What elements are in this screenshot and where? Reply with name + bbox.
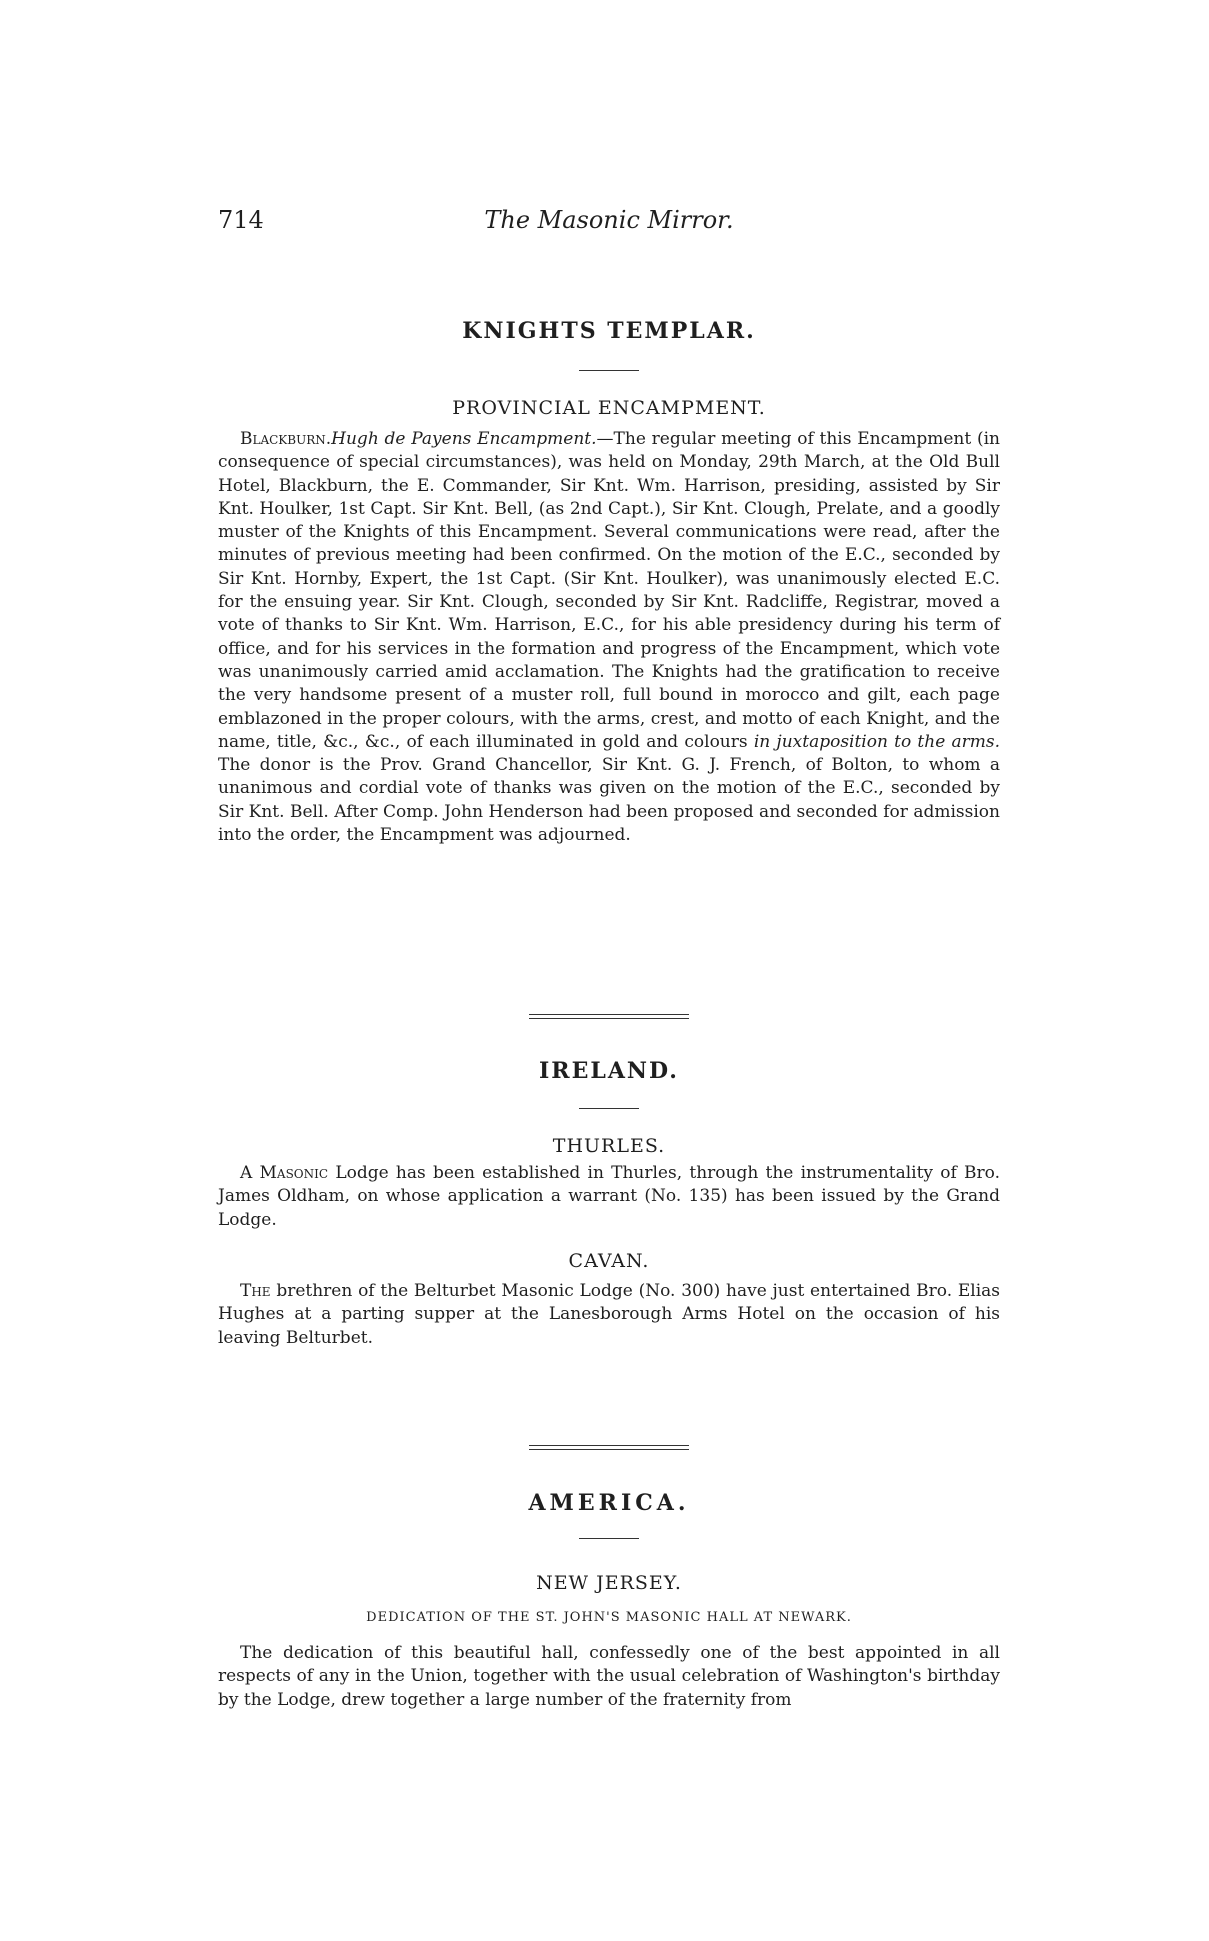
section-divider bbox=[218, 1108, 1000, 1109]
paragraph bbox=[218, 1280, 1000, 1350]
subsection-title-cavan: CAVAN. bbox=[568, 1250, 650, 1272]
section-title-america: AMERICA. bbox=[528, 1490, 690, 1516]
paragraph-text: Lodge has been established in Thurles, through the instrumentality of Bro. James Oldham, on whose application a warrant (No. 135) has been issued by the Grand Lodge. bbox=[218, 1163, 1000, 1230]
paragraph-text: —The regular meeting of this Encampment (in consequence of special circumstances), was held on Monday, 29th March, at the Old Bull Hotel, Blackburn, the E. Commander, Sir Knt. Wm. Harrison, presiding, assisted by Sir Knt. Houlker, 1st Capt. Sir Knt. Bell, (as 2nd Capt.), Sir Knt. Clough, Prelate, and a goodly muster of the Knights of this Encampment. Several communications were read, after the minutes of previous meeting had been confirmed. On the motion of the E.C., seconded by Sir Knt. Hornby, Expert, the 1st Capt. (Sir Knt. Houlker), was unanimously elected E.C. for the ensuing year. Sir Knt. Clough, seconded by Sir Knt. Radcliffe, Registrar, moved a vote of thanks to Sir Knt. Wm. Harrison, E.C., for his able presidency during his term of office, and for his services in the formation and progress of the Encampment, which vote was unanimously carried amid acclamation. The Knights had the gratification to receive the very handsome present of a muster roll, full bound in morocco and gilt, each page emblazoned in the proper colours, with the arms, crest, and motto of each Knight, and the name, title, &c., &c., of each illuminated in gold and colours bbox=[218, 429, 1000, 752]
article-blackburn bbox=[218, 428, 1000, 847]
paragraph bbox=[218, 1162, 1000, 1232]
subsection-title-new-jersey: NEW JERSEY. bbox=[536, 1572, 682, 1594]
section-separator bbox=[218, 1014, 1000, 1019]
lead-word: The bbox=[240, 1281, 271, 1301]
lodge-name: Hugh de Payens Encampment. bbox=[331, 429, 597, 449]
article-heading-dedication: DEDICATION OF THE ST. JOHN'S MASONIC HALL AT NEWARK. bbox=[366, 1610, 852, 1625]
paragraph-text: brethren of the Belturbet Masonic Lodge (No. 300) have just entertained Bro. Elias Hughes at a parting supper at the Lanesborough Arms Hotel on the occasion of his leaving Belturbet. bbox=[218, 1281, 1000, 1348]
italic-phrase: in juxtaposition to the arms. bbox=[753, 731, 1000, 752]
page-number: 714 bbox=[218, 206, 264, 234]
paragraph bbox=[218, 428, 1000, 847]
section-title-knights-templar: KNIGHTS TEMPLAR. bbox=[462, 318, 756, 344]
article-dedication bbox=[218, 1642, 1000, 1712]
article-thurles bbox=[218, 1162, 1000, 1232]
section-divider bbox=[218, 1538, 1000, 1539]
subsection-title-thurles: THURLES. bbox=[552, 1135, 666, 1157]
paragraph: The dedication of this beautiful hall, confessedly one of the best appointed in all respects of any in the Union, together with the usual celebration of Washington's birthday by the Lodge, drew together a large number of the fraternity from bbox=[218, 1643, 1000, 1710]
running-title: The Masonic Mirror. bbox=[484, 206, 734, 234]
section-title-ireland: IRELAND. bbox=[539, 1058, 679, 1084]
article-cavan bbox=[218, 1280, 1000, 1350]
section-separator bbox=[218, 1445, 1000, 1450]
subsection-title-provincial-encampment: PROVINCIAL ENCAMPMENT. bbox=[452, 397, 766, 419]
page-header bbox=[218, 206, 1000, 236]
section-divider bbox=[218, 370, 1000, 371]
lead-word: Blackburn. bbox=[240, 429, 332, 449]
paragraph-text: The donor is the Prov. Grand Chancellor, Sir Knt. G. J. French, of Bolton, to whom a unanimous and cordial vote of thanks was given on the motion of the E.C., seconded by Sir Knt. Bell. After Comp. John Henderson had been proposed and seconded for admission into the order, the Encampment was adjourned. bbox=[218, 755, 1000, 846]
lead-word: A Masonic bbox=[240, 1163, 329, 1183]
